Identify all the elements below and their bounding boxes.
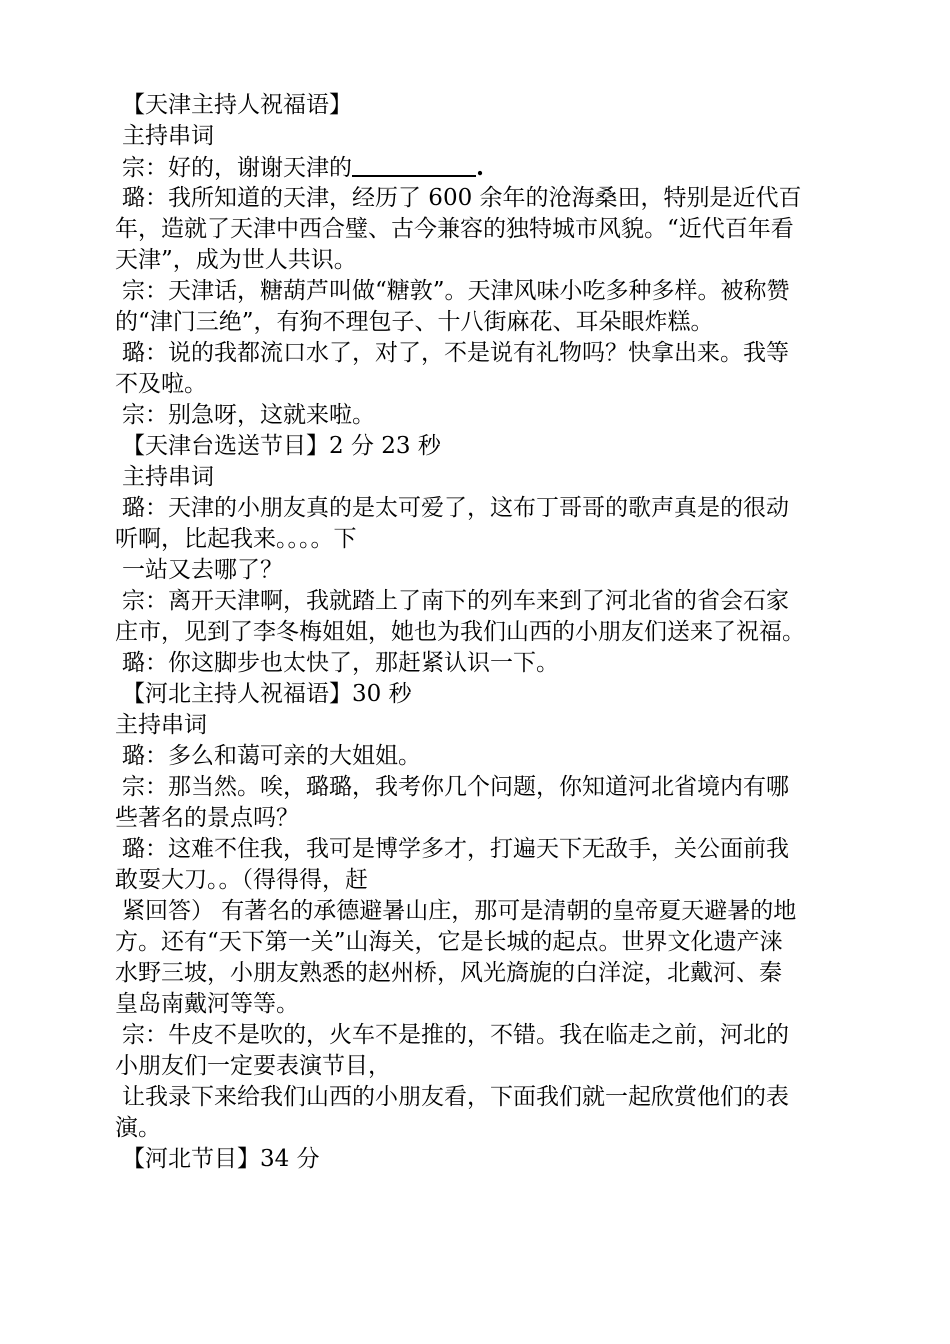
text-line: [115, 834, 835, 865]
text-line: [115, 183, 835, 214]
text-line: [115, 865, 835, 896]
text-line: [115, 617, 835, 648]
text-line: [115, 958, 835, 989]
line-text: 庄市，见到了李冬梅姐姐，她也为我们山西的小朋友们送来了祝福。: [115, 619, 805, 645]
text-line: [115, 121, 835, 152]
line-text: 紧回答） 有著名的承德避暑山庄，那可是清朝的皇帝夏天避暑的地: [122, 898, 797, 924]
text-line: [115, 710, 835, 741]
text-line: [115, 90, 835, 121]
document-body: [115, 90, 835, 1175]
text-line: [115, 679, 835, 710]
line-text: 宗：天津话，糖葫芦叫做“糖敦”。天津风味小吃多种多样。被称赞: [122, 278, 790, 304]
fill-in-blank: [352, 153, 476, 177]
line-text: 璐：我所知道的天津，经历了 600 余年的沧海桑田，特别是近代百: [122, 185, 802, 211]
text-line: [115, 369, 835, 400]
text-line: [115, 803, 835, 834]
text-line: [115, 896, 835, 927]
line-text: 不及啦。: [115, 371, 207, 397]
line-text: 【天津台选送节目】2 分 23 秒: [122, 433, 441, 459]
line-text: 宗：那当然。唉，璐璐，我考你几个问题，你知道河北省境内有哪: [122, 774, 789, 800]
line-text: 水野三坡，小朋友熟悉的赵州桥，风光旖旎的白洋淀，北戴河、秦: [115, 960, 782, 986]
line-text: 宗：好的，谢谢天津的: [122, 155, 352, 181]
line-text: 【天津主持人祝福语】: [122, 92, 352, 118]
line-tail: .: [476, 154, 485, 181]
line-text: 璐：天津的小朋友真的是太可爱了，这布丁哥哥的歌声真是的很动: [122, 495, 789, 521]
text-line: [115, 400, 835, 431]
line-text: 主持串词: [122, 464, 214, 490]
text-line: [115, 214, 835, 245]
text-line: [115, 772, 835, 803]
text-line: [115, 245, 835, 276]
line-text: 皇岛南戴河等等。: [115, 991, 299, 1017]
line-text: 主持串词: [115, 712, 207, 738]
text-line: [115, 338, 835, 369]
line-text: 璐：多么和蔼可亲的大姐姐。: [122, 743, 421, 769]
line-text: 宗：牛皮不是吹的，火车不是推的，不错。我在临走之前，河北的: [122, 1022, 789, 1048]
line-text: 璐：说的我都流口水了，对了，不是说有礼物吗？快拿出来。我等: [122, 340, 789, 366]
line-text: 听啊，比起我来。。。。下: [115, 526, 357, 552]
text-line: [115, 431, 835, 462]
line-text: 【河北节目】34 分: [122, 1146, 320, 1172]
text-line: [115, 524, 835, 555]
line-text: 一站又去哪了？: [122, 557, 283, 583]
text-line: [115, 586, 835, 617]
line-text: 宗：别急呀，这就来啦。: [122, 402, 375, 428]
text-line: [115, 989, 835, 1020]
line-text: 璐：你这脚步也太快了，那赶紧认识一下。: [122, 650, 559, 676]
line-text: 年，造就了天津中西合璧、古今兼容的独特城市风貌。“近代百年看: [115, 216, 794, 242]
line-text: 天津”，成为世人共识。: [115, 247, 357, 273]
text-line: [115, 276, 835, 307]
text-line: [115, 648, 835, 679]
text-line: [115, 1020, 835, 1051]
text-line: [115, 1113, 835, 1144]
text-line: [115, 462, 835, 493]
text-line: [115, 493, 835, 524]
text-line: [115, 152, 835, 183]
line-text: 宗：离开天津啊，我就踏上了南下的列车来到了河北省的省会石家: [122, 588, 789, 614]
line-text: 演。: [115, 1115, 161, 1141]
text-line: [115, 1144, 835, 1175]
line-text: 让我录下来给我们山西的小朋友看，下面我们就一起欣赏他们的表: [122, 1084, 789, 1110]
text-line: [115, 1051, 835, 1082]
text-line: [115, 927, 835, 958]
line-text: 小朋友们一定要表演节目，: [115, 1053, 391, 1079]
text-line: [115, 307, 835, 338]
text-line: [115, 741, 835, 772]
line-text: 主持串词: [122, 123, 214, 149]
line-text: 【河北主持人祝福语】30 秒: [122, 681, 412, 707]
line-text: 的“津门三绝”，有狗不理包子、十八街麻花、耳朵眼炸糕。: [115, 309, 714, 335]
text-line: [115, 1082, 835, 1113]
line-text: 方。还有“天下第一关”山海关，它是长城的起点。世界文化遗产涞: [115, 929, 783, 955]
line-text: 敢耍大刀。。（得得得，赶: [115, 867, 368, 893]
line-text: 些著名的景点吗？: [115, 805, 299, 831]
line-text: 璐：这难不住我，我可是博学多才，打遍天下无敌手，关公面前我: [122, 836, 789, 862]
text-line: [115, 555, 835, 586]
